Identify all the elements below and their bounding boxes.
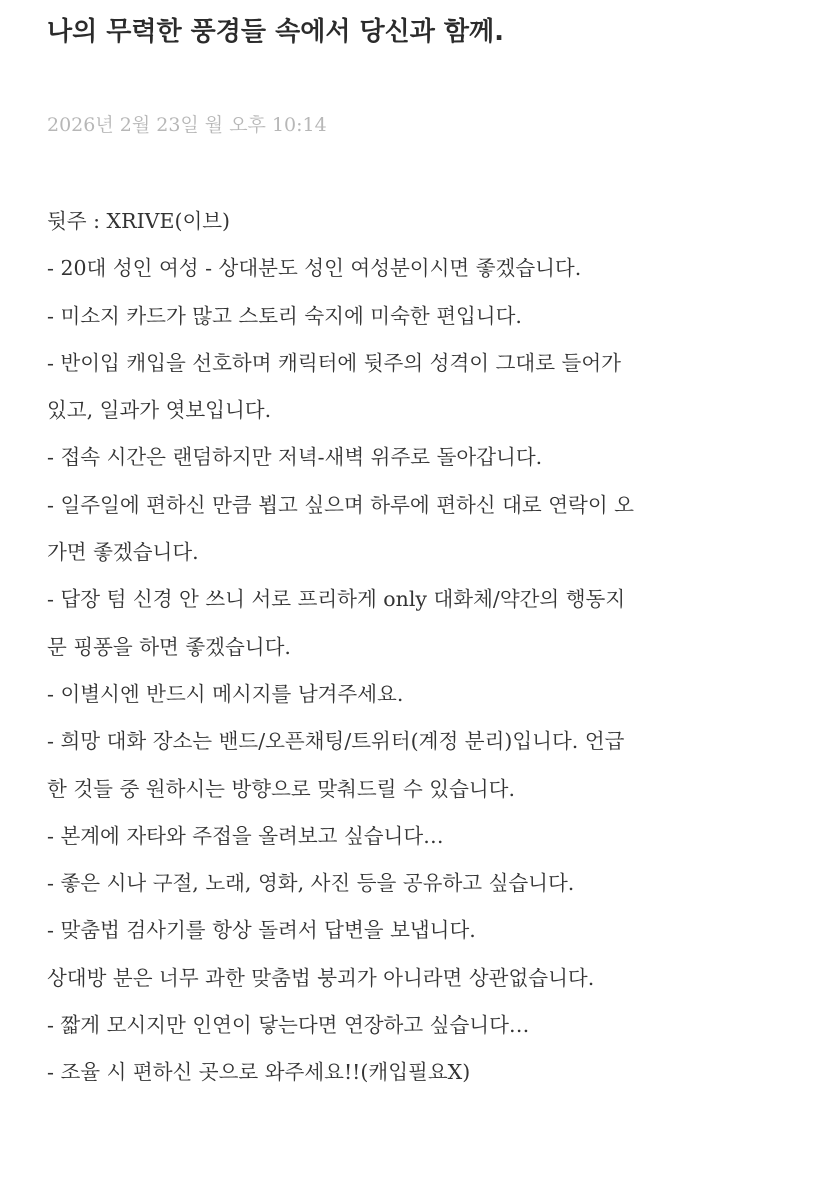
post-title: 나의 무력한 풍경들 속에서 당신과 함께. (47, 17, 504, 47)
body-line: - 이별시엔 반드시 메시지를 남겨주세요. (47, 681, 404, 706)
body-line: - 짧게 모시지만 인연이 닿는다면 연장하고 싶습니다… (47, 1013, 530, 1038)
body-line: - 20대 성인 여성 - 상대분도 성인 여성분이시면 좋겠습니다. (47, 256, 582, 281)
body-line: 상대방 분은 너무 과한 맞춤법 붕괴가 아니라면 상관없습니다. (47, 965, 595, 990)
body-line: - 좋은 시나 구절, 노래, 영화, 사진 등을 공유하고 싶습니다. (47, 871, 575, 896)
body-line: - 접속 시간은 랜덤하지만 저녁-새벽 위주로 돌아갑니다. (47, 445, 543, 470)
body-line: 있고, 일과가 엿보입니다. (47, 398, 272, 423)
post-body (47, 198, 817, 1097)
body-line: - 미소지 카드가 많고 스토리 숙지에 미숙한 편입니다. (47, 303, 522, 328)
body-line: - 반이입 캐입을 선호하며 캐릭터에 뒷주의 성격이 그대로 들어가 (47, 350, 621, 375)
body-line: 한 것들 중 원하시는 방향으로 맞춰드릴 수 있습니다. (47, 776, 515, 801)
body-line: - 조율 시 편하신 곳으로 와주세요!!(캐입필요X) (47, 1060, 471, 1085)
body-line: 가면 좋겠습니다. (47, 540, 199, 565)
body-line: - 일주일에 편하신 만큼 뵙고 싶으며 하루에 편하신 대로 연락이 오 (47, 492, 634, 517)
body-line: 뒷주 : XRIVE(이브) (47, 209, 231, 233)
body-line: - 맞춤법 검사기를 항상 돌려서 답변을 보냅니다. (47, 918, 476, 943)
body-line: - 답장 텀 신경 안 쓰니 서로 프리하게 only 대화체/약간의 행동지 (47, 587, 626, 612)
body-line: 문 핑퐁을 하면 좋겠습니다. (47, 634, 291, 659)
body-line: - 본계에 자타와 주접을 올려보고 싶습니다… (47, 823, 444, 848)
body-line: - 희망 대화 장소는 밴드/오픈채팅/트위터(계정 분리)입니다. 언급 (47, 729, 625, 754)
post-date: 2026년 2월 23일 월 오후 10:14 (47, 114, 327, 136)
